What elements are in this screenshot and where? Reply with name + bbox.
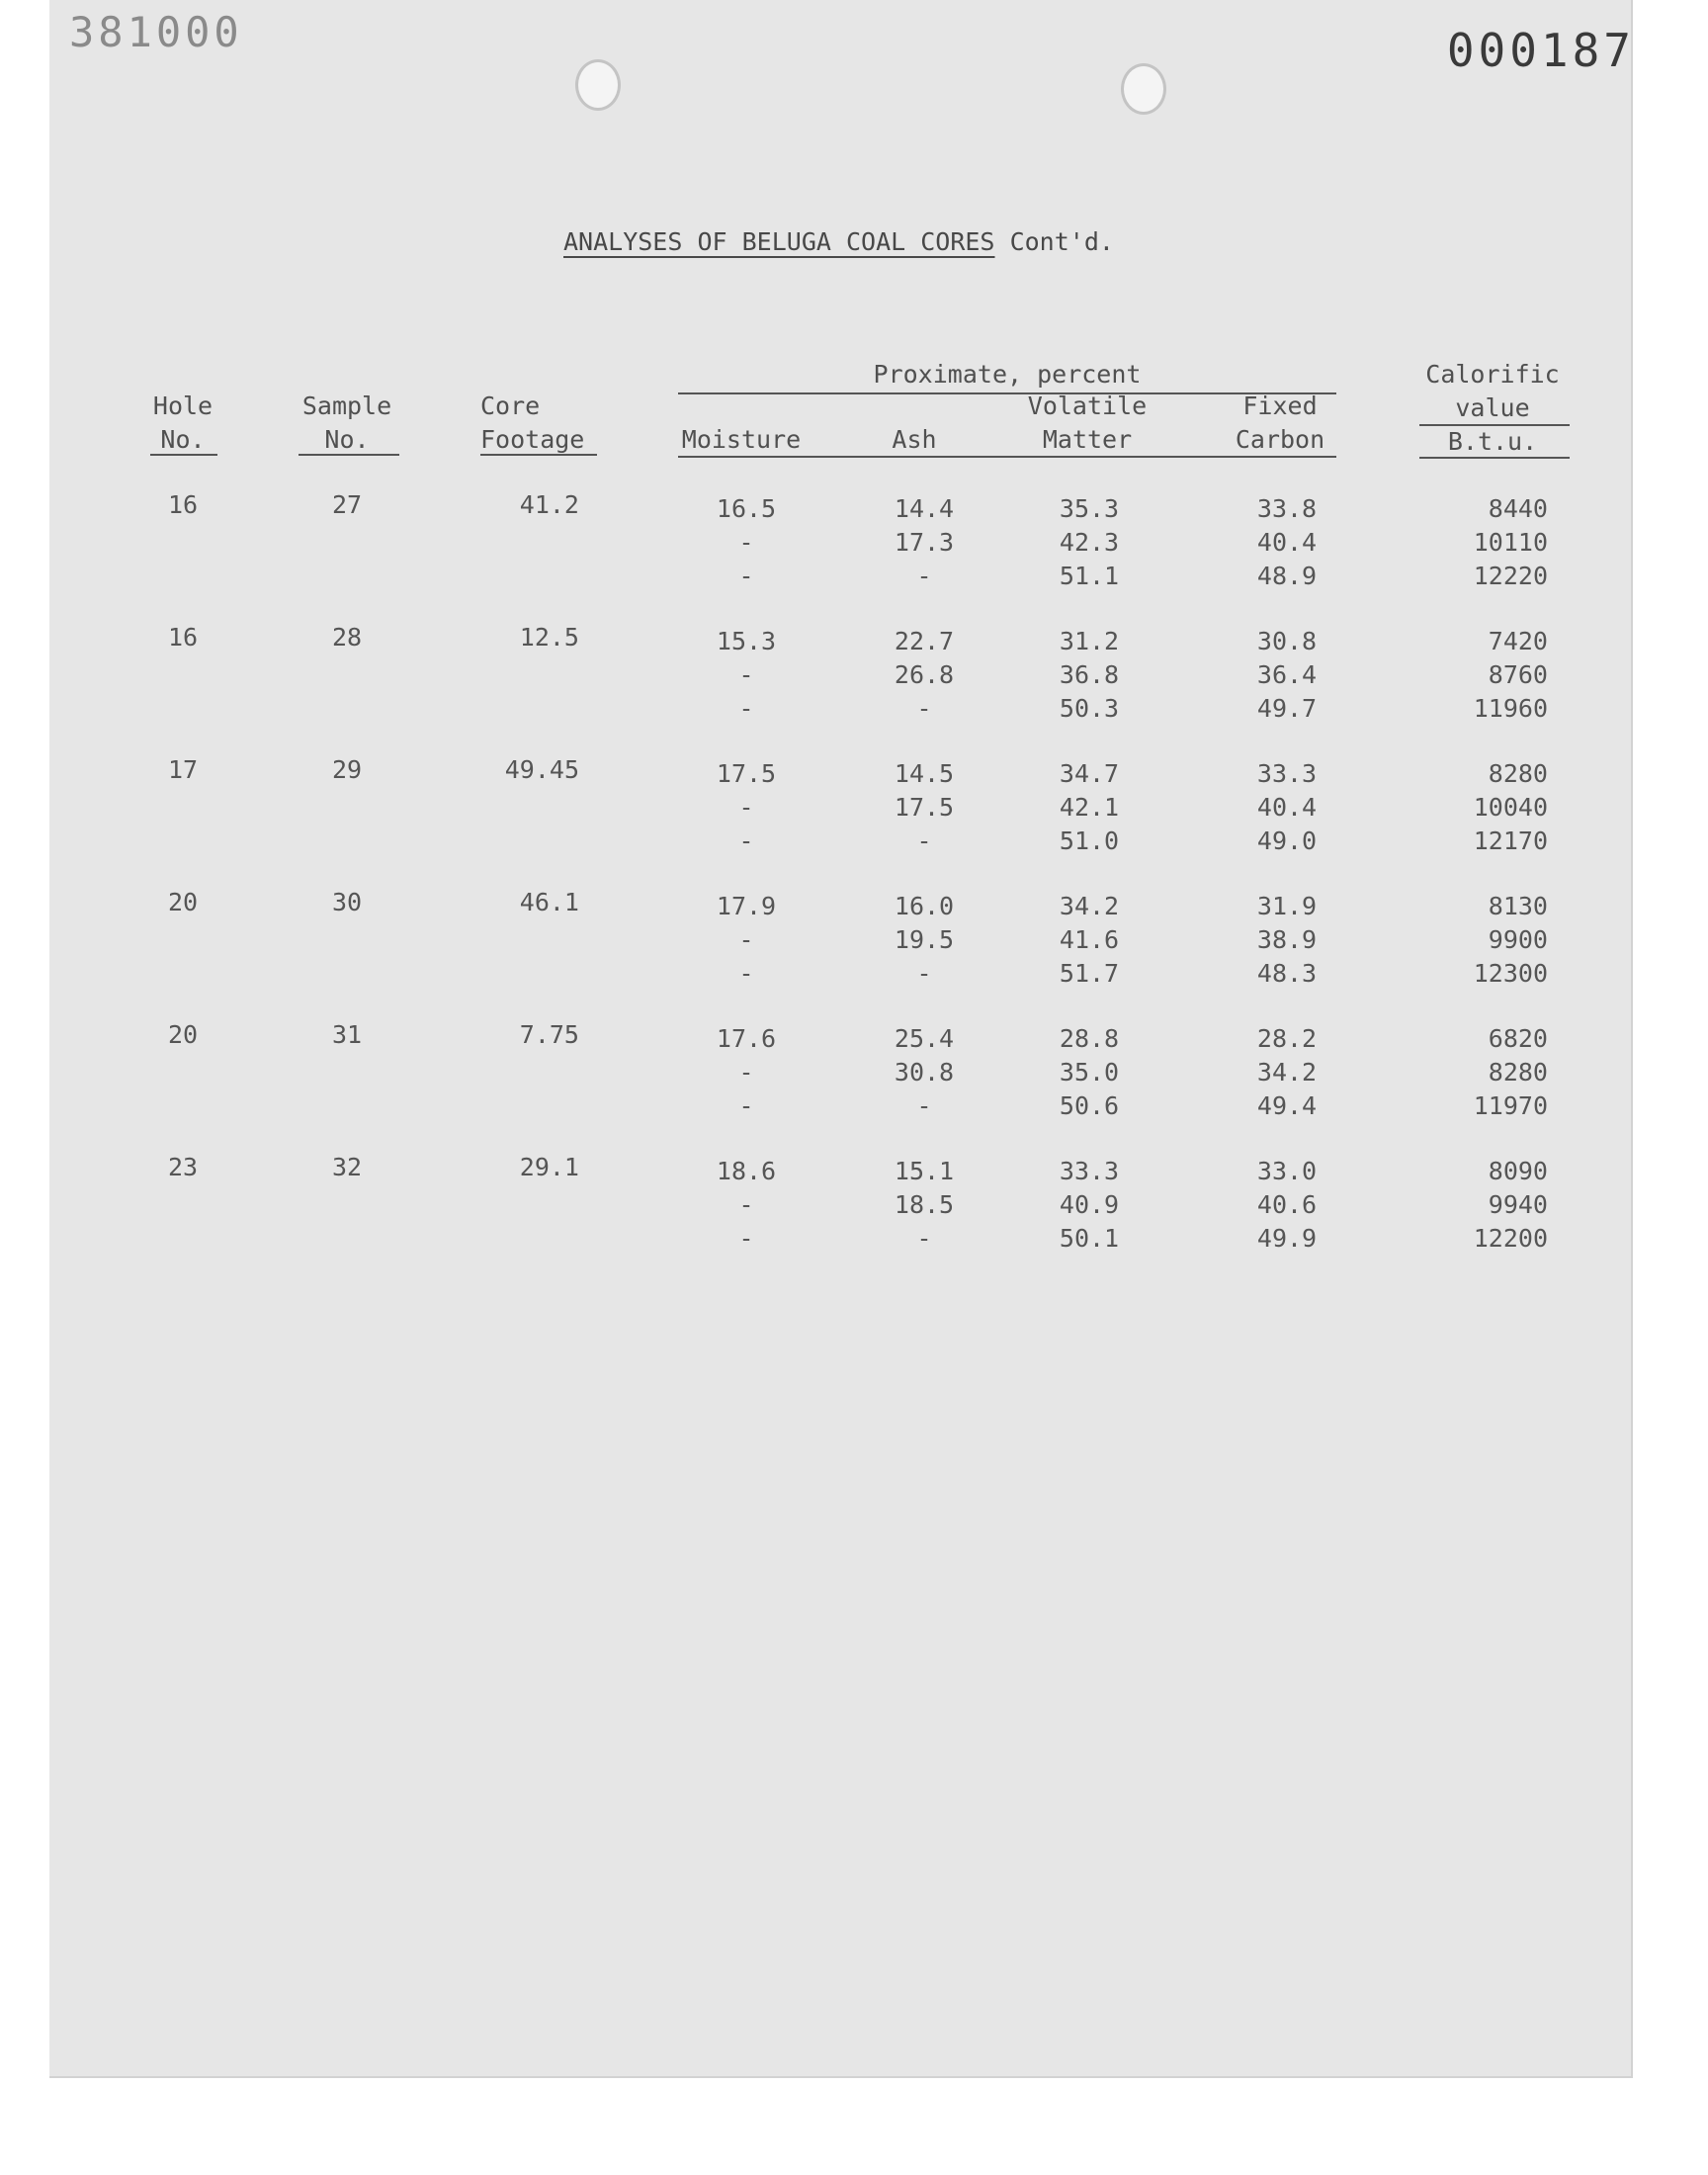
cell-volatile: 51.1 [1059,562,1120,590]
header-calorific [1404,358,1581,459]
cell-volatile: 42.3 [1059,528,1120,557]
document-page [49,0,1633,2078]
cell-fixed: 31.9 [1256,892,1318,920]
cell-ash: - [916,562,932,590]
punch-hole-right [1121,63,1166,115]
header-ash-text: Ash [892,425,937,454]
cell-moisture: - [738,925,754,954]
header-calorific-line3: B.t.u. [1447,427,1538,456]
cell-ash: 30.8 [894,1058,955,1087]
cell-btu: 6820 [1488,1024,1548,1053]
cell-sample: 30 [331,888,363,916]
cell-ash: - [916,826,932,855]
cell-moisture: - [738,1091,754,1120]
header-sample-line1: Sample [301,392,392,420]
title-main: ANALYSES OF BELUGA COAL CORES [563,227,995,256]
cell-volatile: 50.3 [1059,694,1120,723]
cell-fixed: 28.2 [1256,1024,1318,1053]
cell-volatile: 50.6 [1059,1091,1120,1120]
cell-moisture: - [738,660,754,689]
header-hole-line1: Hole [152,392,214,420]
cell-moisture: - [738,959,754,988]
cell-hole: 20 [167,1020,199,1049]
cell-moisture: 15.3 [716,627,777,655]
cell-fixed: 33.0 [1256,1157,1318,1185]
header-fixed-line1: Fixed [1242,392,1318,420]
header-volatile-line2: Matter [1042,425,1133,454]
cell-fixed: 49.9 [1256,1224,1318,1253]
cell-moisture: - [738,694,754,723]
stamp-number-left: 381000 [69,8,243,56]
header-moisture-carbon-underline [678,456,1336,458]
cell-hole: 16 [167,490,199,519]
header-calorific-line2: value [1455,393,1530,422]
cell-moisture: 17.6 [716,1024,777,1053]
cell-fixed: 33.8 [1256,494,1318,523]
cell-volatile: 36.8 [1059,660,1120,689]
cell-btu: 8130 [1488,892,1548,920]
cell-moisture: 18.6 [716,1157,777,1185]
cell-ash: 26.8 [894,660,955,689]
cell-sample: 28 [331,623,363,652]
header-calorific-line1: Calorific [1425,360,1560,389]
header-fixed-carbon [1216,390,1344,457]
header-proximate [678,358,1336,392]
cell-volatile: 42.1 [1059,793,1120,822]
cell-volatile: 41.6 [1059,925,1120,954]
cell-hole: 23 [167,1153,199,1181]
cell-moisture: - [738,562,754,590]
cell-ash: 17.3 [894,528,955,557]
cell-ash: 18.5 [894,1190,955,1219]
title-suffix: Cont'd. [1009,227,1114,256]
cell-btu: 8440 [1488,494,1548,523]
cell-btu: 8090 [1488,1157,1548,1185]
page-title [563,227,1114,256]
cell-hole: 16 [167,623,199,652]
cell-sample: 32 [331,1153,363,1181]
cell-volatile: 51.0 [1059,826,1120,855]
cell-volatile: 35.0 [1059,1058,1120,1087]
cell-fixed: 49.0 [1256,826,1318,855]
cell-sample: 27 [331,490,363,519]
header-hole [128,390,237,457]
cell-fixed: 34.2 [1256,1058,1318,1087]
cell-btu: 9940 [1488,1190,1548,1219]
cell-ash: - [916,694,932,723]
cell-fixed: 48.9 [1256,562,1318,590]
cell-volatile: 31.2 [1059,627,1120,655]
cell-volatile: 34.7 [1059,759,1120,788]
stamp-number-right: 000187 [1446,24,1635,77]
cell-btu: 11960 [1473,694,1548,723]
cell-btu: 8280 [1488,1058,1548,1087]
cell-btu: 10040 [1473,793,1548,822]
header-core-footage [463,390,611,457]
cell-volatile: 34.2 [1059,892,1120,920]
header-ash [860,423,969,457]
cell-btu: 10110 [1473,528,1548,557]
cell-fixed: 40.4 [1256,793,1318,822]
cell-volatile: 51.7 [1059,959,1120,988]
cell-btu: 12170 [1473,826,1548,855]
cell-volatile: 33.3 [1059,1157,1120,1185]
cell-ash: 25.4 [894,1024,955,1053]
header-proximate-text: Proximate, percent [873,360,1142,389]
cell-btu: 7420 [1488,627,1548,655]
cell-moisture: - [738,1058,754,1087]
cell-moisture: 16.5 [716,494,777,523]
punch-hole-left [575,59,621,111]
cell-fixed: 48.3 [1256,959,1318,988]
cell-btu: 12220 [1473,562,1548,590]
cell-moisture: - [738,826,754,855]
header-hole-underline [150,454,217,456]
header-sample [283,390,411,457]
header-moisture [672,423,811,457]
header-core-line1: Core [480,392,541,420]
cell-btu: 12200 [1473,1224,1548,1253]
cell-btu: 12300 [1473,959,1548,988]
cell-ash: 14.4 [894,494,955,523]
header-volatile-matter [1018,390,1156,457]
header-volatile-line1: Volatile [1027,392,1148,420]
cell-ash: 19.5 [894,925,955,954]
header-fixed-line2: Carbon [1235,425,1325,454]
cell-btu: 9900 [1488,925,1548,954]
cell-ash: 15.1 [894,1157,955,1185]
cell-moisture: 17.5 [716,759,777,788]
header-sample-underline [299,454,399,456]
header-sample-line2: No. [324,425,370,454]
cell-ash: - [916,1224,932,1253]
cell-volatile: 50.1 [1059,1224,1120,1253]
cell-fixed: 49.7 [1256,694,1318,723]
cell-btu: 8280 [1488,759,1548,788]
cell-ash: 14.5 [894,759,955,788]
cell-fixed: 40.4 [1256,528,1318,557]
cell-ash: - [916,959,932,988]
cell-footage: 49.45 [504,755,579,784]
cell-moisture: - [738,1190,754,1219]
cell-volatile: 35.3 [1059,494,1120,523]
cell-hole: 20 [167,888,199,916]
cell-volatile: 40.9 [1059,1190,1120,1219]
cell-hole: 17 [167,755,199,784]
cell-sample: 31 [331,1020,363,1049]
cell-fixed: 30.8 [1256,627,1318,655]
cell-fixed: 33.3 [1256,759,1318,788]
cell-fixed: 38.9 [1256,925,1318,954]
cell-fixed: 49.4 [1256,1091,1318,1120]
cell-footage: 12.5 [519,623,579,652]
cell-footage: 41.2 [519,490,579,519]
cell-btu: 11970 [1473,1091,1548,1120]
cell-btu: 8760 [1488,660,1548,689]
cell-moisture: 17.9 [716,892,777,920]
cell-footage: 46.1 [519,888,579,916]
cell-footage: 7.75 [519,1020,579,1049]
cell-ash: 16.0 [894,892,955,920]
cell-moisture: - [738,793,754,822]
cell-sample: 29 [331,755,363,784]
cell-volatile: 28.8 [1059,1024,1120,1053]
header-calorific-mid-underline [1419,424,1570,426]
cell-moisture: - [738,1224,754,1253]
header-moisture-text: Moisture [681,425,802,454]
cell-moisture: - [738,528,754,557]
cell-footage: 29.1 [519,1153,579,1181]
header-hole-line2: No. [160,425,206,454]
header-calorific-underline [1419,457,1570,459]
cell-fixed: 36.4 [1256,660,1318,689]
header-core-line2: Footage [480,425,585,454]
cell-ash: 17.5 [894,793,955,822]
header-core-underline [480,454,597,456]
cell-ash: 22.7 [894,627,955,655]
cell-fixed: 40.6 [1256,1190,1318,1219]
cell-ash: - [916,1091,932,1120]
